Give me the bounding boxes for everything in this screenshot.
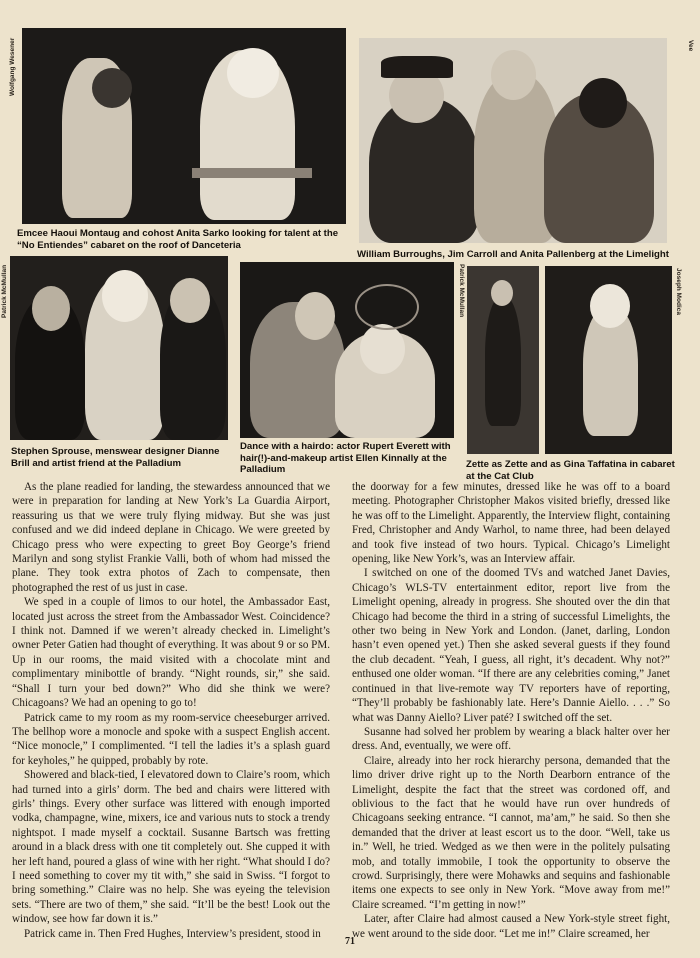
article-paragraph: We sped in a couple of limos to our hotel, the Ambassador East, located just across the street from the Ambassador West. Coincidence? I think not. Damned if we weren’t already checked in. Limelight’s owner Peter Gatien had thought of everything. It was about 9 or so PM. Up in our rooms, the maid visited with a chocolate mint and complimentary minibottle of brandy. “Night rounds, sir,” she said. “Shall I turn your bed down?” Who did she think we were? Chicagoans? We had an opening to go to! xyxy=(12,596,330,710)
photo-palladium-sprouse xyxy=(10,256,228,440)
article-paragraph: Patrick came in. Then Fred Hughes, Interview’s president, stood in xyxy=(24,927,321,940)
article-paragraph: Claire, already into her rock hierarchy persona, demanded that the limo driver drive right up to the North Dearborn entrance of the Limelight, despite the fact that the street was cordoned off, and oblivious to the fact that he would have run over hundreds of Chicagoans seeking entrance. “I cannot, ma’am,” he said. So then she demanded that the driver at least escort us to the door. “Well, take us in.” Well, he tried. Wedged as we then were in the politely pulsating mob, and totally immobile, I took the opportunity to observe the crowd. Surprisingly, there were Mohawks and sequins and fashionable items one expects to see only in New York. “Move away from me!” Claire screamed. “I’m getting in now!” xyxy=(352,754,670,911)
article-column-left xyxy=(12,480,330,941)
photo-credit-mcmullan-1: Patrick McMullan xyxy=(1,264,8,318)
article-paragraph: Showered and black-tied, I elevatored down to Claire’s room, which had turned into a girls’ dorm. The bed and chairs were littered with girls’ things. Every other surface was littered with enough imported vodka, champagne, wine, mixers, ice and various nuts to stock a trendy nightspot. I made myself a cocktail. Susanne Bartsch was fretting around in a black dress with one tit completely out. She cupped it with her left hand, poured a glass of wine with her right. “What should I do? I need something to cover my tit with,” she said in Swiss. “I forgot to bring something.” Claire was no help. She was eyeing the television sets. “There are two of them,” she said. “It’ll be the best! Look out the window, see how far down it is.” xyxy=(12,769,330,926)
page-number: 71 xyxy=(345,936,355,947)
photo-credit-vee: Vee xyxy=(687,40,694,52)
photo-cat-club-zette xyxy=(467,266,539,454)
caption-sprouse: Stephen Sprouse, menswear designer Dianne Brill and artist friend at the Palladium xyxy=(11,446,220,469)
article-paragraph: As the plane readied for landing, the stewardess announced that we were in preparation for landing at New York’s La Guardia Airport, reassuring us that we were truly flying midway. But she was just confused and we did indeed deplane in Chicago. We were greeted by Chicago press who were expecting to greet Boy George’s friend Marilyn and song stylist Frankie Valli, both of whom had missed the plane. They took extra photos of Zach to compensate, then photographed the rest of us just in case. xyxy=(12,481,330,594)
article-paragraph: Later, after Claire had almost caused a New York-style street fight, we went around to the side door. “Let me in!” Claire screamed, her xyxy=(352,913,670,940)
article-column-right xyxy=(352,480,670,941)
article-paragraph: the doorway for a few minutes, dressed like he was off to a board meeting. Photographer Christopher Makos visited briefly, dressed like he was off to the Limelight. Apparently, the Interview flight, containing Fred, Christopher and Andy Warhol, to name three, had been delayed and took five instead of two hours. Typical. Chicago’s Limelight opening, like New York’s, was an Interview affair. xyxy=(352,481,670,566)
article-paragraph: I switched on one of the doomed TVs and watched Janet Davies, Chicago’s WLS-TV entertainment editor, report live from the Limelight opening, already in progress. She shouted over the din that Chicago had become the third in a string of successful Limelights, the other two being in New York and London. (Janet, darling, London hasn’t even opened yet.) Then she asked several guests if they found the club decadent. “Yeah, I guess, all right, it’s decadent. Why not?” enthused one older woman. “If there are any celebrities coming,” Janet continued in that live-remote way TV reporters have of reporting, “They’ll probably be fashionably late. Here’s Dannie Aiello. . . .” So what was Danny Aiello? Liver paté? I switched off the set. xyxy=(352,567,670,724)
photo-danceteria-roof xyxy=(22,28,346,224)
caption-limelight: William Burroughs, Jim Carroll and Anita Pallenberg at the Limelight xyxy=(357,249,669,260)
caption-zette: Zette as Zette and as Gina Taffatina in cabaret at the Cat Club xyxy=(466,459,675,482)
caption-everett: Dance with a hairdo: actor Rupert Everett with hair(!)-and-makeup artist Ellen Kinnally at the Palladium xyxy=(240,441,451,475)
caption-danceteria: Emcee Haoui Montaug and cohost Anita Sarko looking for talent at the “No Entiendes” cabaret on the roof of Danceteria xyxy=(17,228,339,251)
photo-credit-modica: Joseph Modica xyxy=(675,268,682,315)
photo-credit-wesener: Wolfgang Wesener xyxy=(9,37,16,96)
article-paragraph: Susanne had solved her problem by wearing a black halter over her dress. And, eventually, we were off. xyxy=(352,725,670,753)
photo-credit-mcmullan-2: Patrick McMullan xyxy=(458,264,465,318)
photo-palladium-everett xyxy=(240,262,454,438)
photo-cat-club-gina xyxy=(545,266,672,454)
photo-limelight-burroughs xyxy=(359,38,667,243)
article-paragraph: Patrick came to my room as my room-service cheeseburger arrived. The bellhop wore a monocle and spoke with a suspect English accent. “Nice monocle,” I complimented. “I tell the ladies it’s a splash guard for keyholes,” he quipped, probably by rote. xyxy=(12,711,330,767)
